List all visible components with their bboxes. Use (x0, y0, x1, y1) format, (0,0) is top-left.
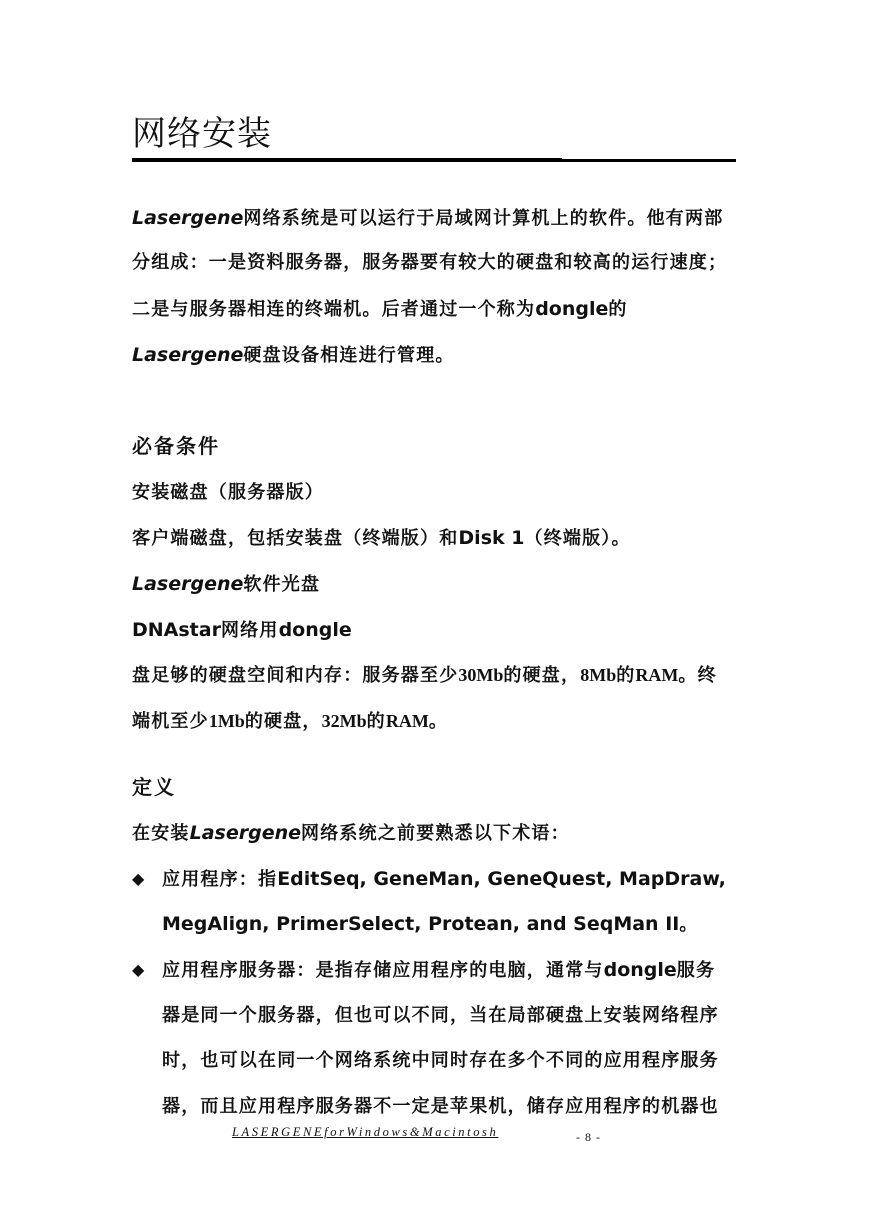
application-list: EditSeq, GeneMan, GeneQuest, MapDraw, (277, 868, 726, 890)
intro-text: 硬盘设备相连进行管理。 (243, 345, 455, 366)
title-rule-thin (562, 159, 736, 162)
definition-item-2-line-2: 器是同一个服务器，但也可以不同，当在局部硬盘上安装网络程序 (162, 1005, 719, 1026)
diamond-bullet-icon: ◆ (132, 869, 145, 888)
requirement-item: Lasergene软件光盘 (132, 573, 321, 595)
intro-text: 二是与服务器相连的终端机。后者通过一个称为 (132, 299, 536, 320)
term-disk1: Disk 1 (458, 527, 525, 549)
requirement-item: 客户端磁盘，包括安装盘（终端版）和Disk 1（终端版）。 (132, 527, 631, 549)
brand-lasergene: Lasergene (132, 207, 244, 229)
definition-item-2-line-4: 器，而且应用程序服务器不一定是苹果机，储存应用程序的机器也 (162, 1096, 719, 1117)
brand-lasergene: Lasergene (132, 573, 244, 595)
definition-item-2-line-1: 应用程序服务器：是指存储应用程序的电脑，通常与dongle服务 (162, 959, 716, 981)
page-number: - 8 - (576, 1130, 601, 1144)
page-title: 网络安装 (132, 114, 272, 154)
definition-item-1-line-1: 应用程序：指EditSeq, GeneMan, GeneQuest, MapDraw, (162, 868, 726, 890)
definition-item-1-line-2: MegAlign, PrimerSelect, Protean, and SeqMan II。 (162, 913, 699, 935)
intro-line-4 (132, 343, 455, 368)
requirement-item: 盘足够的硬盘空间和内存：服务器至少30Mb的硬盘，8Mb的RAM。终 (132, 665, 717, 686)
requirement-item: DNAstar网络用dongle (132, 619, 352, 641)
diamond-bullet-icon: ◆ (132, 960, 145, 979)
intro-line-2: 分组成：一是资料服务器，服务器要有较大的硬盘和较高的运行速度； (132, 252, 728, 273)
intro-line-3 (132, 297, 628, 322)
title-rule-thick (132, 158, 562, 162)
term-dongle: dongle (535, 298, 609, 320)
section-heading-requirements: 必备条件 (132, 434, 220, 458)
intro-text: 的 (608, 299, 628, 320)
term-dongle: dongle (603, 959, 677, 981)
intro-line-1 (132, 206, 723, 231)
running-footer-title: LASERGENEforWindows&Macintosh (232, 1125, 499, 1139)
document-page (132, 0, 736, 1228)
brand-lasergene: Lasergene (189, 822, 302, 844)
brand-lasergene: Lasergene (132, 344, 244, 366)
term-dongle: dongle (278, 619, 352, 641)
requirement-item: 安装磁盘（服务器版） (132, 482, 324, 503)
requirement-item-continued: 端机至少1Mb的硬盘，32Mb的RAM。 (132, 711, 449, 732)
intro-text: 网络系统是可以运行于局域网计算机上的软件。他有两部 (243, 208, 724, 229)
definitions-intro: 在安装Lasergene网络系统之前要熟悉以下术语： (132, 822, 570, 844)
definition-item-2-line-3: 时，也可以在同一个网络系统中同时存在多个不同的应用程序服务 (162, 1050, 719, 1071)
section-heading-definitions: 定义 (132, 775, 176, 799)
application-list: MegAlign, PrimerSelect, Protean, and SeqMan II (162, 913, 680, 935)
brand-dnastar: DNAstar (132, 619, 221, 641)
